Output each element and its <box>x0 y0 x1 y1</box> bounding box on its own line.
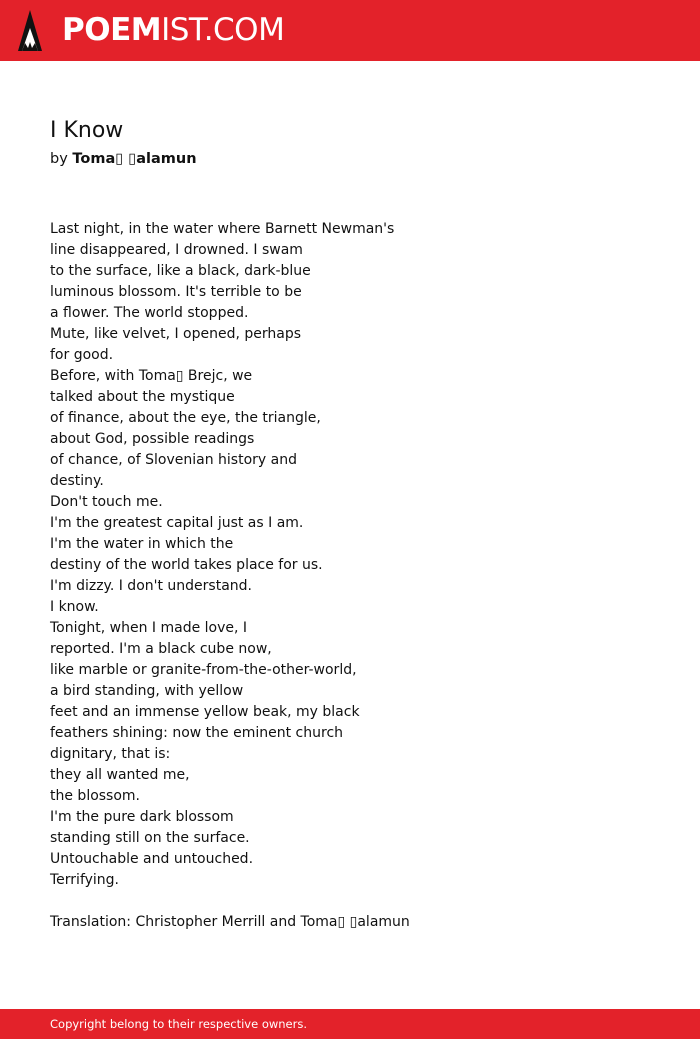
poem-line: I'm the water in which the <box>50 536 234 552</box>
site-header <box>0 0 700 61</box>
poem-line: Untouchable and untouched. <box>50 851 254 867</box>
poem-line: of chance, of Slovenian history and <box>50 452 297 468</box>
poem-line: Don't touch me. <box>50 494 163 510</box>
poem-line: I'm the pure dark blossom <box>50 809 234 825</box>
by-label: by <box>50 151 68 167</box>
poem-body <box>50 219 650 891</box>
translation-credit: Translation: Christopher Merrill and Toma▯ ▯alamun <box>50 914 410 930</box>
poem-line: Mute, like velvet, I opened, perhaps <box>50 326 302 342</box>
poem-line: destiny of the world takes place for us. <box>50 557 323 573</box>
logo-bold-part: POEM <box>62 12 162 48</box>
poem-line: to the surface, like a black, dark-blue <box>50 263 311 279</box>
poem-line: I know. <box>50 599 99 615</box>
poem-line: dignitary, that is: <box>50 746 171 762</box>
poem-line: they all wanted me, <box>50 767 190 783</box>
poem-line: standing still on the surface. <box>50 830 250 846</box>
poem-line: Before, with Toma▯ Brejc, we <box>50 368 253 384</box>
author-name: Toma▯ ▯alamun <box>72 151 197 167</box>
poem-line: a bird standing, with yellow <box>50 683 244 699</box>
copyright-notice: Copyright belong to their respective owners. <box>50 1017 308 1031</box>
poem-line: the blossom. <box>50 788 141 804</box>
poem-line: feet and an immense yellow beak, my black <box>50 704 360 720</box>
poem-line: like marble or granite-from-the-other-world, <box>50 662 357 678</box>
poem-line: luminous blossom. It's terrible to be <box>50 284 302 300</box>
poem-line: Terrifying. <box>50 872 120 888</box>
poem-line: talked about the mystique <box>50 389 235 405</box>
poem-title: I Know <box>50 118 124 143</box>
site-footer <box>0 1009 700 1039</box>
site-logo[interactable] <box>62 12 284 48</box>
poem-line: Last night, in the water where Barnett Newman's <box>50 221 395 237</box>
poem-line: I'm the greatest capital just as I am. <box>50 515 304 531</box>
poem-line: a flower. The world stopped. <box>50 305 249 321</box>
poem-line: of finance, about the eye, the triangle, <box>50 410 321 426</box>
poem-line: feathers shining: now the eminent church <box>50 725 344 741</box>
poem-line: reported. I'm a black cube now, <box>50 641 272 657</box>
logo-light-part: IST.COM <box>161 12 285 48</box>
poem-line: I'm dizzy. I don't understand. <box>50 578 252 594</box>
poem-line: line disappeared, I drowned. I swam <box>50 242 303 258</box>
byline <box>50 149 197 169</box>
pencil-tip-icon <box>18 10 42 51</box>
poem-line: about God, possible readings <box>50 431 255 447</box>
poem-line: destiny. <box>50 473 104 489</box>
poem-line: for good. <box>50 347 114 363</box>
poem-line: Tonight, when I made love, I <box>50 620 248 636</box>
